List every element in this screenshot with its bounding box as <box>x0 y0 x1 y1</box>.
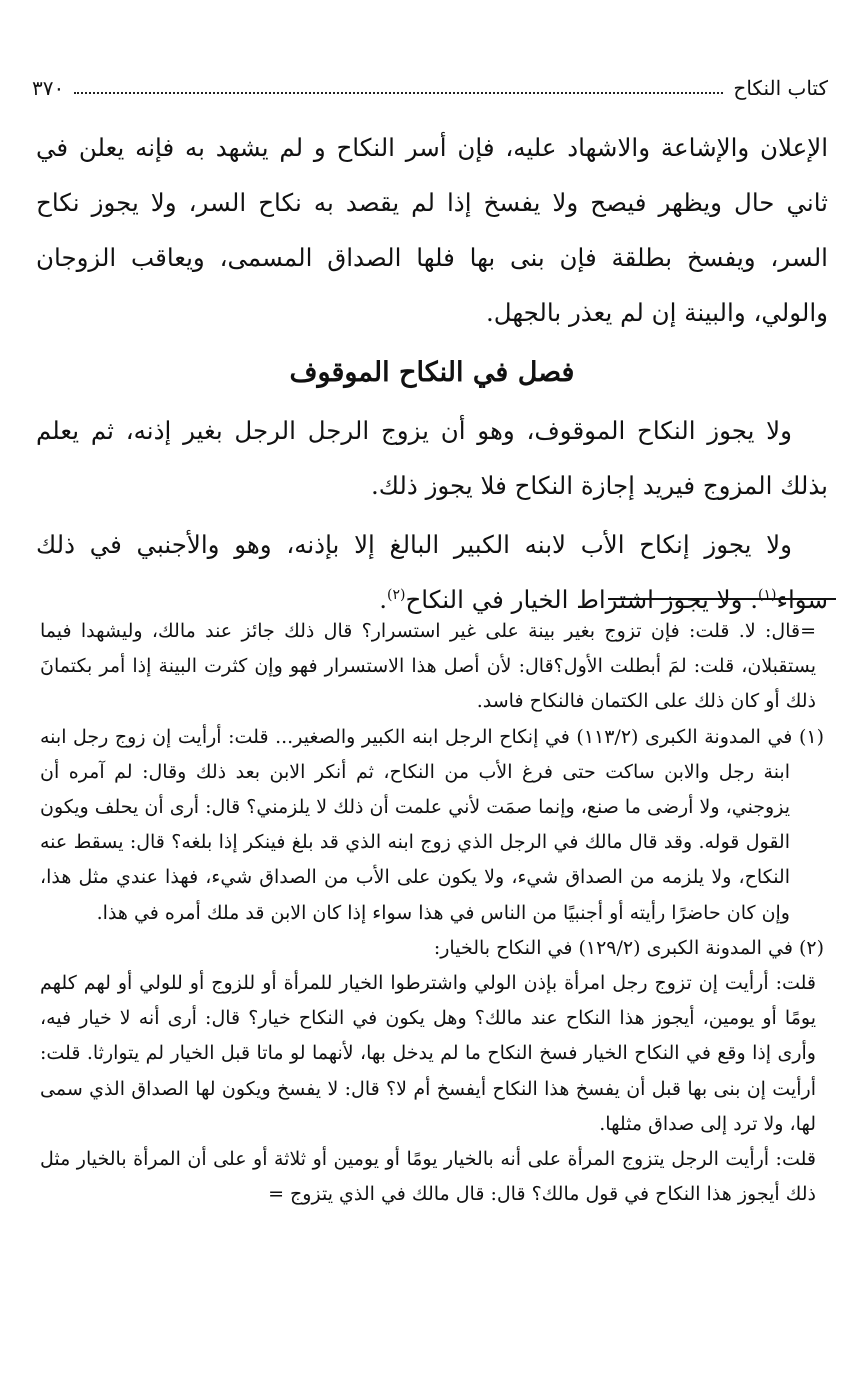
footnote-1: (١) في المدونة الكبرى (١١٣/٢) في إنكاح الرجل ابنه الكبير والصغير... قلت: أرأيت إن زوج رجل ابنه ابنة رجل والابن ساكت حتى فرغ الأب من النكاح، ثم أنكر الابن بعد ذلك وقال: لم آمره أن يزوجني، ولا أرضى ما صنع، وإنما صمَت لأني علمت أن ذلك لا يلزمني؟ قال: أرى أن يحلف ويكون القول قوله. وقد قال مالك في الرجل الذي زوج ابنه الذي قد بلغ فينكر إذا بلغه؟ قال: يسقط عنه النكاح، ولا يلزمه من الصداق شيء، ولا يكون على الأب من الصداق شيء، فهذا عندي مثل هذا، وإن كان حاضرًا رأيته أو أجنبيًا من الناس في هذا سواء إذا كان الابن قد ملك أمره في هذا. <box>40 725 824 924</box>
body-paragraph-2: ولا يجوز النكاح الموقوف، وهو أن يزوج الرجل الرجل بغير إذنه، ثم يعلم بذلك المزوج فيريد إجازة النكاح فلا يجوز ذلك. <box>36 416 828 500</box>
main-text <box>36 120 828 627</box>
running-header <box>32 68 828 108</box>
body-paragraph-1: الإعلان والإشاعة والاشهاد عليه، فإن أسر النكاح و لم يشهد به فإنه يعلن في ثاني حال ويظهر فيصح ولا يفسخ إذا لم يقصد به نكاح السر، ولا يجوز نكاح السر، ويفسخ بطلقة فإن بنى بها فلها الصداق المسمى، ويعاقب الزوجان والولي، والبينة إن لم يعذر بالجهل. <box>36 133 828 327</box>
body-paragraph-3 <box>36 517 828 627</box>
paragraph-3-text-c: . <box>379 585 387 614</box>
footnote-2-title: (٢) في المدونة الكبرى (١٢٩/٢) في النكاح بالخيار: <box>433 936 824 959</box>
paragraph-3-text-a: ولا يجوز إنكاح الأب لابنه الكبير البالغ إلا بإذنه، وهو والأجنبي في ذلك سواء <box>36 530 828 614</box>
dot-leader <box>74 92 723 94</box>
footnotes <box>40 614 824 1212</box>
footnote-ref-2[interactable]: (٢) <box>387 586 406 603</box>
section-heading: فصل في النكاح الموقوف <box>289 357 575 388</box>
footnote-2-paragraph-1: قلت: أرأيت إن تزوج رجل امرأة بإذن الولي واشترطوا الخيار للمرأة أو للزوج أو للولي أو لهم كلهم يومًا أو يومين، أيجوز هذا النكاح عند مالك؟ وهل يكون في النكاح خيار؟ قال: أرى أنه لا خيار فيه، وأرى إذا وقع في النكاح الخيار فسخ النكاح ما لم يدخل بها، لأنهما لو ماتا قبل الخيار لم يتوارثا. قلت: أرأيت إن بنى بها قبل أن يفسخ هذا النكاح أيفسخ أم لا؟ قال: لا يفسخ ويكون لها الصداق الذي سمى لها، ولا ترد إلى صداق مثلها. <box>40 972 816 1135</box>
running-title: كتاب النكاح <box>733 76 828 100</box>
paragraph-3-text-b: . ولا يجوز اشتراط الخيار في النكاح <box>405 585 759 614</box>
footnote-ref-1[interactable]: (١) <box>758 586 777 603</box>
footnote-separator <box>608 598 836 600</box>
page-number: ٣٧٠ <box>32 76 65 100</box>
footnote-continuation: =قال: لا. قلت: فإن تزوج بغير بينة على غير استسرار؟ قال ذلك جائز عند مالك، وليشهدا فيما يستقبلان، قلت: لمَ أبطلت الأول؟قال: لأن أصل هذا الاستسرار فهو وإن كثرت البينة إذا أمر بكتمانَ ذلك أو كان ذلك على الكتمان فالنكاح فاسد. <box>40 620 816 713</box>
footnote-2-paragraph-2: قلت: أرأيت الرجل يتزوج المرأة على أنه بالخيار يومًا أو يومين أو ثلاثة أو على أن المرأة بالخيار مثل ذلك أيجوز هذا النكاح في قول مالك؟ قال: قال مالك في الذي يتزوج = <box>40 1148 816 1206</box>
